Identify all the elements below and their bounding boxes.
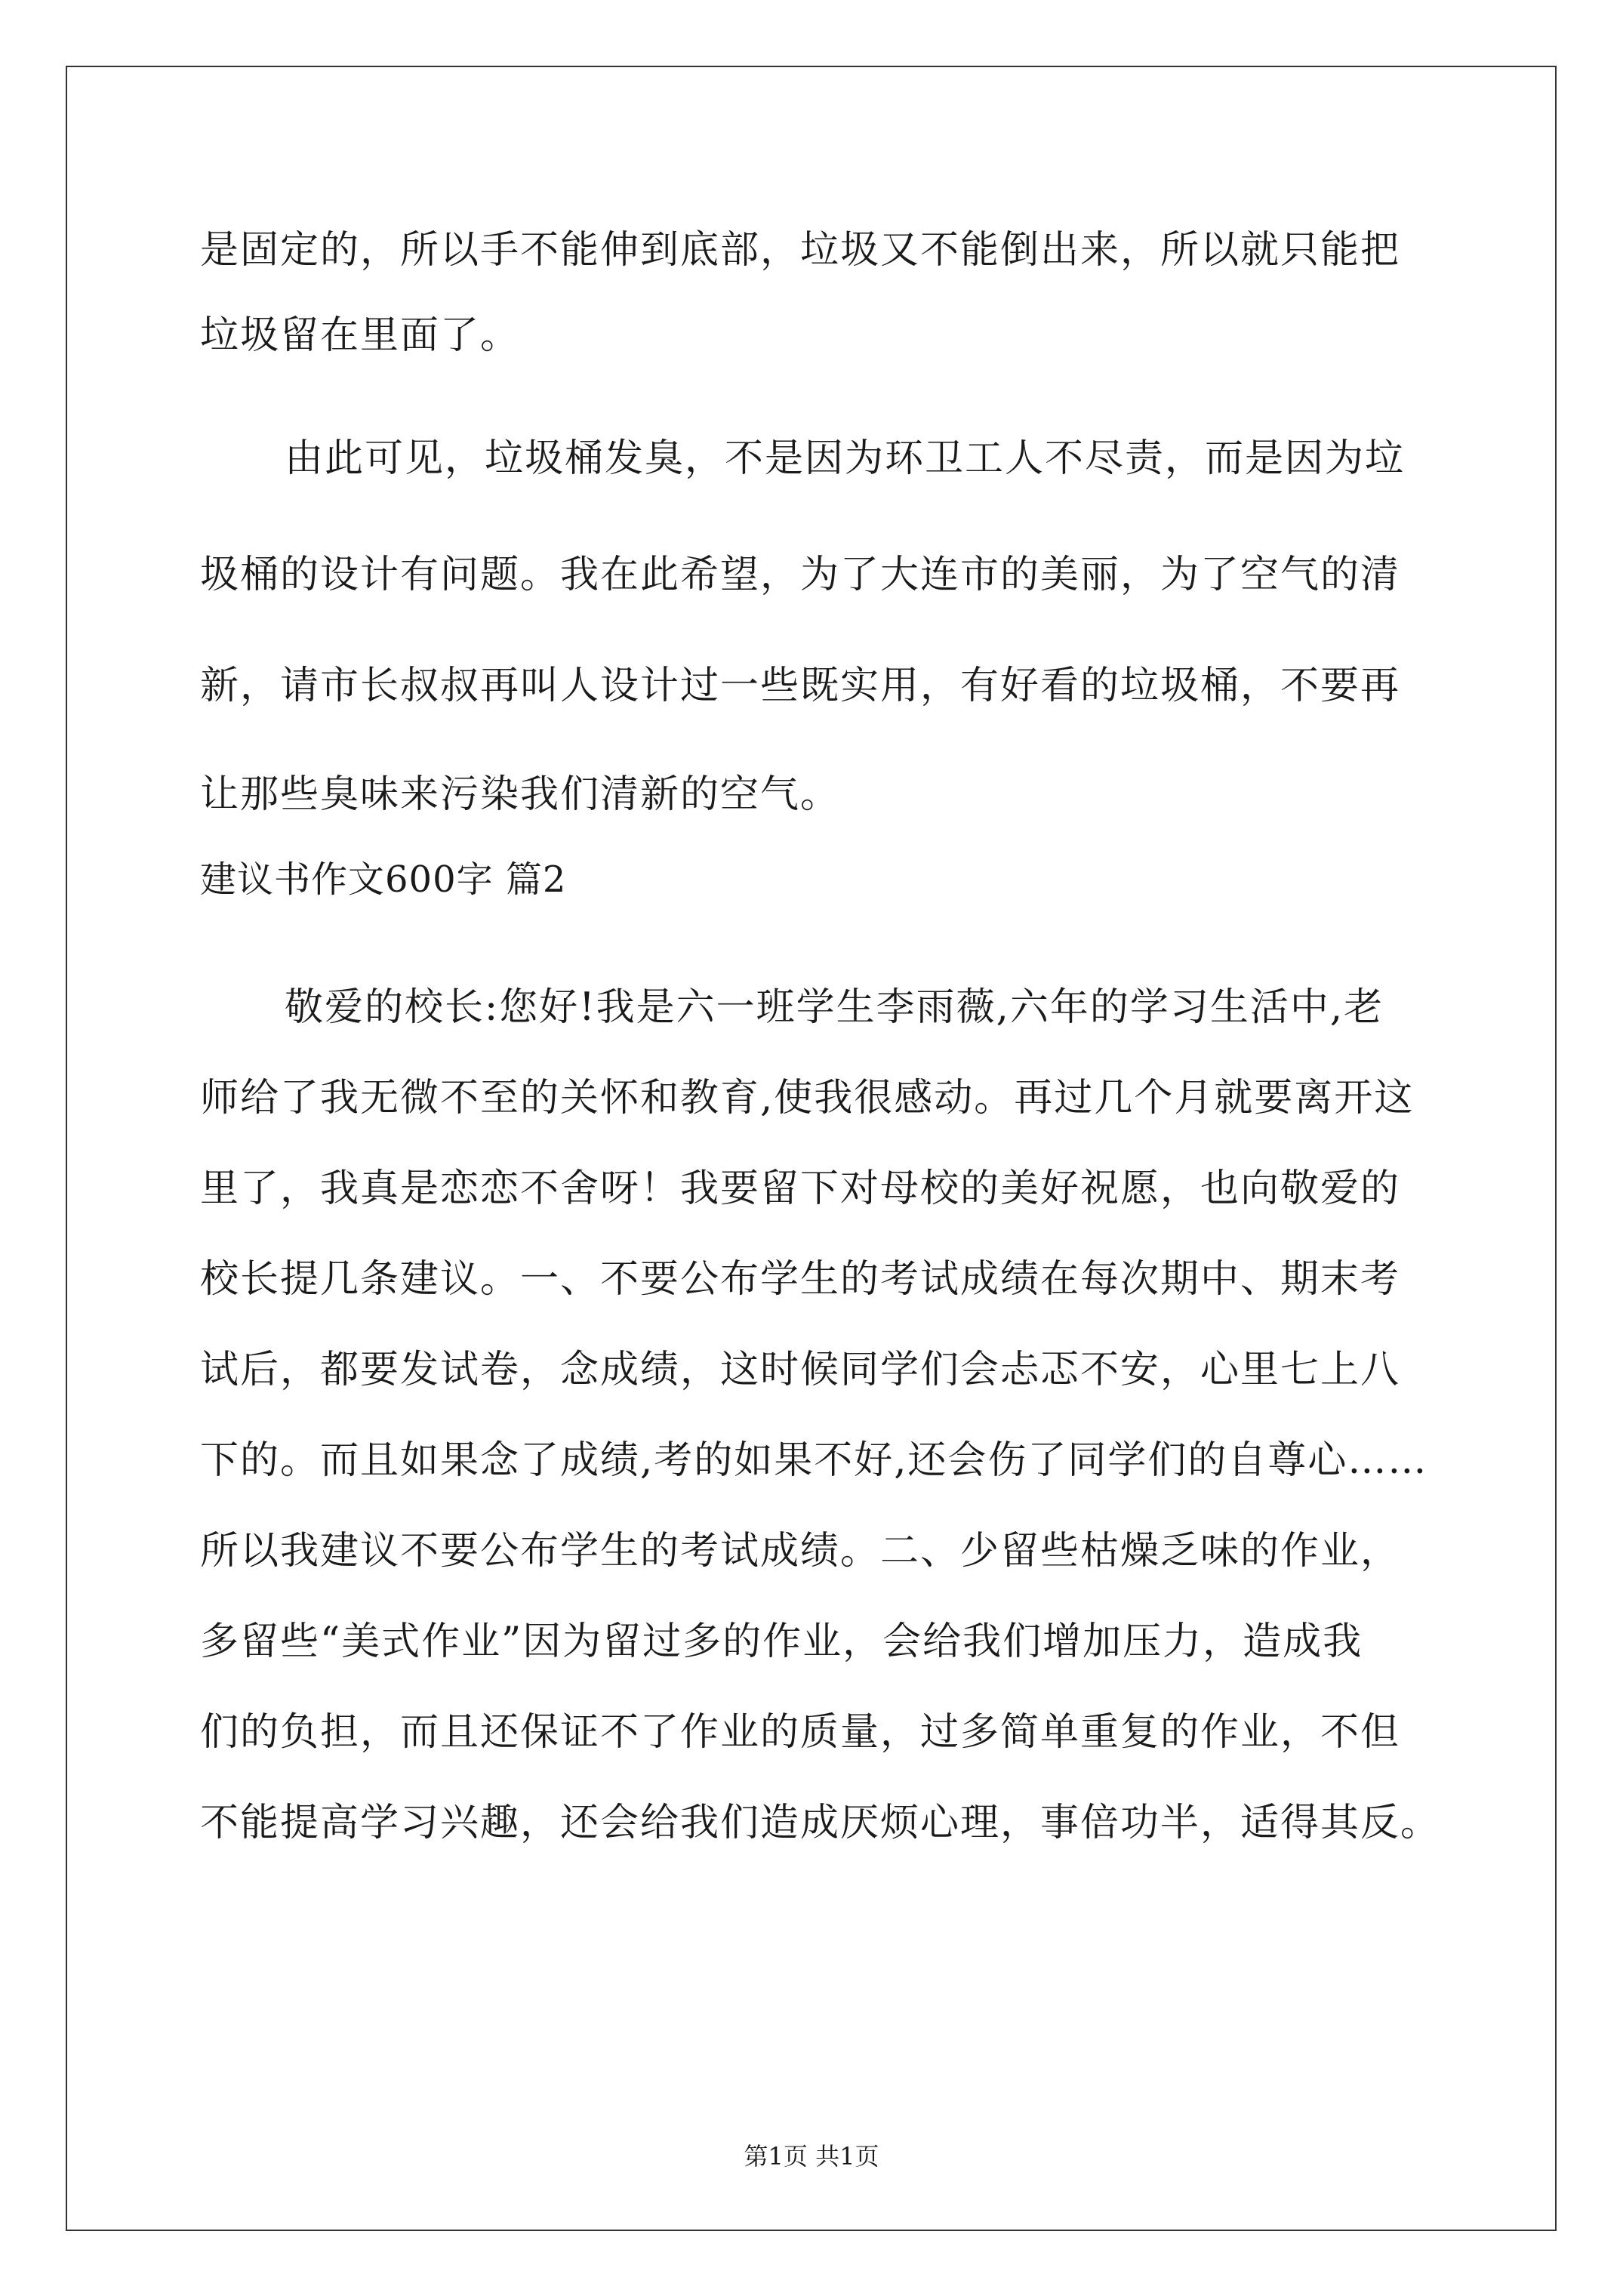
text-line: 垃圾留在里面了。	[200, 313, 521, 358]
text-line: 所以我建议不要公布学生的考试成绩。二、少留些枯燥乏味的作业，	[200, 1529, 1401, 1573]
text-line: 多留些“美式作业”因为留过多的作业，会给我们增加压力，造成我	[200, 1620, 1363, 1664]
text-line: 是固定的，所以手不能伸到底部，垃圾又不能倒出来，所以就只能把	[200, 228, 1401, 273]
text-line: 不能提高学习兴趣，还会给我们造成厌烦心理，事倍功半，适得其反。	[200, 1801, 1441, 1845]
text-line: 圾桶的设计有问题。我在此希望，为了大连市的美丽，为了空气的清	[200, 553, 1401, 597]
text-line: 里了，我真是恋恋不舍呀！我要留下对母校的美好祝愿，也向敬爱的	[200, 1166, 1401, 1211]
text-line: 校长提几条建议。一、不要公布学生的考试成绩在每次期中、期末考	[200, 1257, 1401, 1302]
page-footer: 第1页 共1页	[744, 2142, 879, 2171]
page-border	[66, 66, 1557, 2231]
text-line: 试后，都要发试卷，念成绩，这时候同学们会忐忑不安，心里七上八	[200, 1348, 1401, 1392]
text-line: 敬爱的校长:您好!我是六一班学生李雨薇,六年的学习生活中,老	[285, 985, 1384, 1030]
text-line: 新，请市长叔叔再叫人设计过一些既实用，有好看的垃圾桶，不要再	[200, 664, 1401, 708]
text-line: 由此可见，垃圾桶发臭，不是因为环卫工人不尽责，而是因为垃	[285, 436, 1406, 481]
text-line: 师给了我无微不至的关怀和教育,使我很感动。再过几个月就要离开这	[200, 1076, 1415, 1120]
text-line: 让那些臭味来污染我们清新的空气。	[200, 772, 841, 817]
section-heading: 建议书作文600字 篇2	[200, 858, 567, 901]
text-line: 下的。而且如果念了成绩,考的如果不好,还会伤了同学们的自尊心……	[200, 1438, 1428, 1483]
text-line: 们的负担，而且还保证不了作业的质量，过多简单重复的作业，不但	[200, 1710, 1401, 1755]
